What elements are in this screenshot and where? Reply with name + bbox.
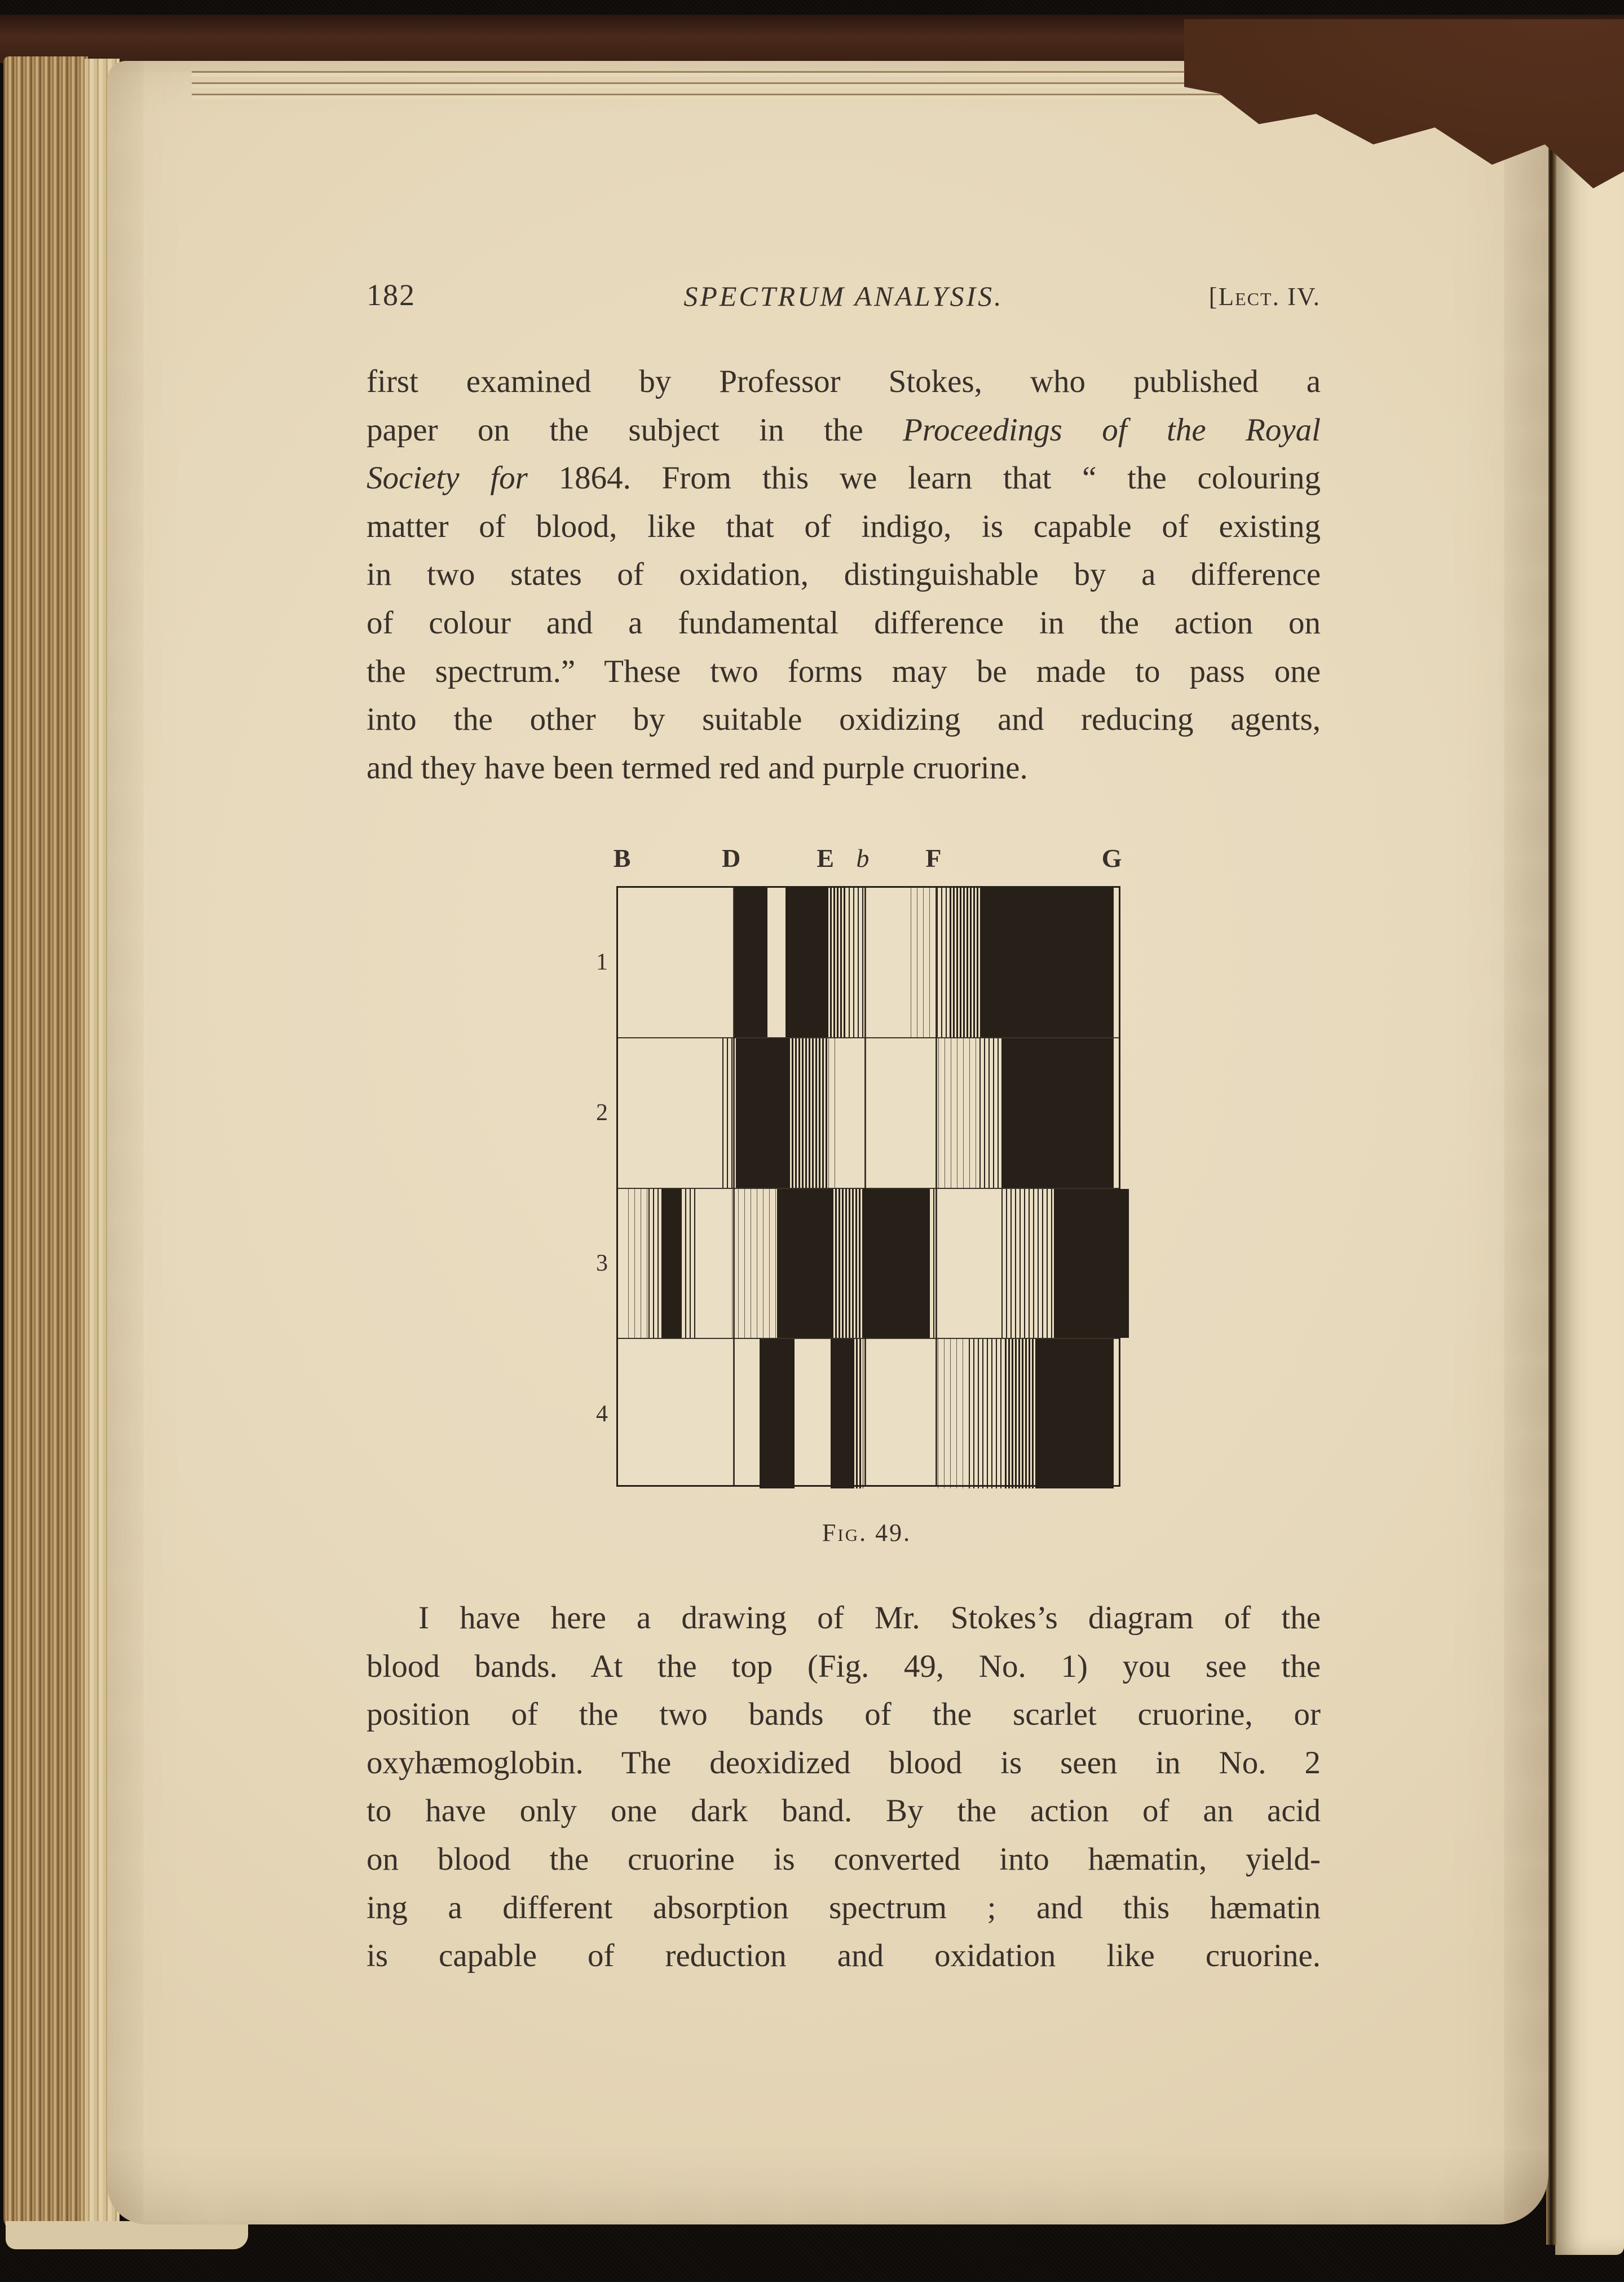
- absorption-band: [628, 1189, 648, 1338]
- text-line: [367, 695, 1321, 744]
- fraunhofer-line-labels: [613, 843, 1123, 877]
- text-line: [367, 454, 1321, 503]
- absorption-band: [734, 888, 767, 1037]
- absorption-band: [648, 1189, 661, 1338]
- figure-row-number: 2: [596, 1100, 608, 1126]
- running-header: [367, 277, 1321, 317]
- absorption-band: [938, 1339, 969, 1488]
- absorption-band: [980, 888, 1114, 1037]
- text-line: [367, 1642, 1321, 1691]
- spectrum-row-1: [596, 888, 1119, 1037]
- text: matter of blood, like that of indigo, is capable of existing: [367, 508, 1321, 544]
- absorption-band: [950, 888, 980, 1037]
- absorption-band: [853, 1339, 864, 1488]
- absorption-band: [911, 888, 933, 1037]
- text: in two states of oxidation, distinguishable by a difference: [367, 557, 1321, 593]
- absorption-band: [827, 888, 844, 1037]
- spectrum-row-3: [596, 1188, 1119, 1338]
- absorption-band: [828, 1038, 841, 1188]
- absorption-band: [777, 1189, 832, 1338]
- absorption-band: [938, 1038, 979, 1188]
- text: paper on the subject in the: [367, 412, 903, 448]
- fraunhofer-label-G: G: [1101, 844, 1123, 873]
- absorption-band: [732, 1189, 777, 1338]
- text: the spectrum.” These two forms may be made to pass one: [367, 653, 1321, 689]
- absorption-band: [1037, 1339, 1114, 1488]
- fraunhofer-line: [935, 888, 937, 1485]
- text-line: [367, 744, 1321, 792]
- text: position of the two bands of the scarlet cruorine, or: [367, 1697, 1321, 1733]
- text-line: [367, 1690, 1321, 1739]
- text: first examined by Professor Stokes, who published a: [367, 364, 1321, 399]
- spectrum-row-2: [596, 1037, 1119, 1188]
- absorption-band: [1001, 1189, 1054, 1338]
- text-line: [367, 599, 1321, 647]
- text-line: [367, 1835, 1321, 1884]
- lecture-reference: [Lect. IV.: [1208, 283, 1321, 311]
- fraunhofer-label-B: B: [613, 844, 632, 873]
- fraunhofer-label-F: F: [925, 844, 942, 873]
- fraunhofer-label-b: b: [856, 844, 870, 873]
- absorption-band: [788, 1038, 828, 1188]
- text-line: [367, 647, 1321, 696]
- text-line: [367, 1739, 1321, 1787]
- text-line: [367, 1932, 1321, 1980]
- text: to have only one dark band. By the action of an acid: [367, 1793, 1321, 1829]
- absorption-band: [929, 1189, 935, 1338]
- text-line: [367, 1787, 1321, 1835]
- text-line: [367, 406, 1321, 455]
- text: I have here a drawing of Mr. Stokes’s diagram of the: [418, 1600, 1321, 1636]
- absorption-band: [736, 1038, 788, 1188]
- absorption-band: [1001, 1038, 1114, 1188]
- text-line: [367, 503, 1321, 551]
- page-number: 182: [367, 278, 416, 312]
- spectrum-row-4: [596, 1338, 1119, 1488]
- text-line: [367, 1594, 1321, 1642]
- absorption-band: [864, 1189, 929, 1338]
- text: is capable of reduction and oxidation like cruorine.: [367, 1938, 1321, 1974]
- figure-row-number: 4: [596, 1400, 608, 1427]
- italic-text: Proceedings of the Royal: [903, 412, 1321, 448]
- absorption-band: [681, 1189, 696, 1338]
- absorption-band: [661, 1189, 681, 1338]
- text: 1864. From this we learn that “ the colouring: [527, 460, 1321, 496]
- absorption-band: [979, 1038, 1001, 1188]
- absorption-band: [1005, 1339, 1038, 1488]
- figure-caption: Fig. 49.: [822, 1519, 912, 1547]
- fraunhofer-label-D: D: [722, 844, 742, 873]
- text: ing a different absorption spectrum ; and this hæmatin: [367, 1889, 1321, 1926]
- absorption-band: [785, 888, 827, 1037]
- absorption-band: [760, 1339, 795, 1488]
- text: on blood the cruorine is converted into hæmatin, yield-: [367, 1841, 1321, 1877]
- figure-49: [596, 844, 1123, 1483]
- spectrum-diagram: [596, 886, 1120, 1487]
- running-title: SPECTRUM ANALYSIS.: [683, 280, 1004, 312]
- text-line: [367, 358, 1321, 406]
- absorption-band: [937, 888, 950, 1037]
- paragraph-2: [367, 1594, 1321, 1980]
- figure-row-number: 1: [596, 949, 608, 976]
- text: of colour and a fundamental difference in the action on: [367, 605, 1321, 641]
- italic-text: Society for: [367, 460, 528, 496]
- absorption-band: [844, 888, 863, 1037]
- fraunhofer-line: [733, 888, 735, 1485]
- absorption-band: [969, 1339, 1005, 1488]
- text-line: [367, 550, 1321, 599]
- text: oxyhæmoglobin. The deoxidized blood is seen in No. 2: [367, 1744, 1321, 1781]
- absorption-band: [831, 1339, 852, 1488]
- fraunhofer-label-E: E: [817, 844, 835, 873]
- fraunhofer-line: [864, 888, 866, 1485]
- absorption-band: [1054, 1189, 1128, 1338]
- text: into the other by suitable oxidizing and reducing agents,: [367, 702, 1321, 738]
- text-line: [367, 1884, 1321, 1932]
- text: and they have been termed red and purple cruorine.: [367, 750, 1028, 786]
- text: blood bands. At the top (Fig. 49, No. 1) you see the: [367, 1648, 1321, 1684]
- figure-row-number: 3: [596, 1250, 608, 1276]
- absorption-band: [832, 1189, 864, 1338]
- paragraph-1: [367, 358, 1321, 792]
